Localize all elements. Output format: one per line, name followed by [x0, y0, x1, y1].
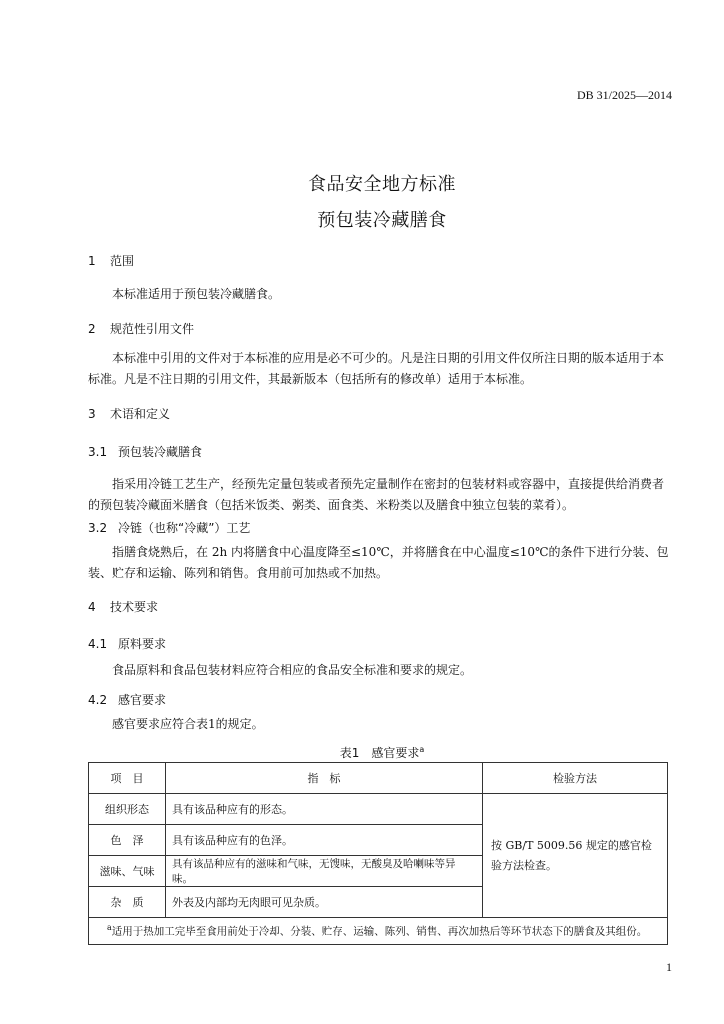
row-indicator: 具有该品种应有的形态。	[166, 794, 483, 825]
paragraph-text: 本标准适用于预包装冷藏膳食。	[112, 287, 281, 301]
section-heading-2	[88, 320, 194, 337]
section-number: 4	[88, 600, 96, 614]
section-heading-3-1	[88, 443, 202, 460]
section-3-2-paragraph	[88, 542, 674, 584]
section-number: 3	[88, 407, 96, 421]
section-title: 范围	[110, 254, 135, 268]
page-number: 1	[666, 960, 672, 974]
document-title: 食品安全地方标准	[308, 174, 456, 195]
section-4-2-paragraph	[88, 714, 674, 735]
section-title: 技术要求	[110, 600, 159, 614]
row-item: 组织形态	[89, 794, 166, 825]
section-title: 规范性引用文件	[110, 322, 195, 336]
row-item: 色 泽	[89, 825, 166, 856]
row-indicator: 外表及内部均无肉眼可见杂质。	[166, 887, 483, 918]
row-item: 滋味、气味	[89, 856, 166, 887]
header-indicator: 指 标	[166, 763, 483, 794]
section-number: 2	[88, 322, 96, 336]
method-cell: 按 GB/T 5009.56 规定的感官检验方法检查。	[483, 794, 668, 918]
table-row	[89, 794, 668, 825]
section-2-paragraph	[88, 348, 674, 390]
section-title: 冷链（也称“冷藏”）工艺	[118, 521, 251, 535]
section-4-1-paragraph	[88, 660, 674, 681]
row-indicator: 具有该品种应有的色泽。	[166, 825, 483, 856]
header-item: 项 目	[89, 763, 166, 794]
footnote-text: 适用于热加工完毕至食用前处于冷却、分装、贮存、运输、陈列、销售、再次加热后等环节状态下的膳食及其组份。	[111, 925, 648, 938]
table-caption	[0, 744, 724, 761]
standard-code: DB 31/2025—2014	[576, 88, 672, 102]
paragraph-text: 指膳食烧熟后，在 2h 内将膳食中心温度降至≤10℃，并将膳食在中心温度≤10℃的条件下进行分装、包装、贮存和运输、陈列和销售。食用前可加热或不加热。	[88, 545, 669, 580]
section-title: 原料要求	[118, 637, 167, 651]
row-indicator: 具有该品种应有的滋味和气味，无馊味，无酸臭及哈喇味等异味。	[166, 856, 483, 887]
section-number: 3.1	[88, 445, 108, 459]
sensory-requirements-table	[88, 762, 668, 945]
section-title: 术语和定义	[110, 407, 171, 421]
paragraph-text: 本标准中引用的文件对于本标准的应用是必不可少的。凡是注日期的引用文件仅所注日期的版本适用于本标准。凡是不注日期的引用文件，其最新版本（包括所有的修改单）适用于本标准。	[88, 351, 665, 386]
paragraph-text: 感官要求应符合表1的规定。	[112, 717, 264, 731]
section-heading-3-2	[88, 519, 250, 536]
table-caption-text: 表1 感官要求	[339, 746, 420, 760]
section-number: 3.2	[88, 521, 108, 535]
section-3-1-paragraph	[88, 474, 674, 516]
section-heading-1	[88, 252, 134, 269]
section-heading-3	[88, 405, 170, 422]
table-caption-footnote-mark: a	[419, 745, 425, 754]
paragraph-text: 食品原料和食品包装材料应符合相应的食品安全标准和要求的规定。	[112, 663, 473, 677]
section-number: 4.2	[88, 693, 108, 707]
section-title: 预包装冷藏膳食	[118, 445, 203, 459]
table-note-row	[89, 918, 668, 945]
section-heading-4	[88, 598, 158, 615]
footnote-mark: a	[107, 923, 112, 933]
section-heading-4-2	[88, 691, 166, 708]
paragraph-text: 指采用冷链工艺生产，经预先定量包装或者预先定量制作在密封的包装材料或容器中，直接提供给消费者的预包装冷藏面米膳食（包括米饭类、粥类、面食类、米粉类以及膳食中独立包装的菜肴）。	[88, 477, 665, 512]
row-item: 杂 质	[89, 887, 166, 918]
document-subtitle: 预包装冷藏膳食	[317, 210, 447, 231]
header-method: 检验方法	[483, 763, 668, 794]
table-footnote	[89, 918, 668, 945]
section-title: 感官要求	[118, 693, 167, 707]
section-heading-4-1	[88, 635, 166, 652]
table-header-row	[89, 763, 668, 794]
section-1-paragraph	[88, 284, 674, 305]
section-number: 1	[88, 254, 96, 268]
section-number: 4.1	[88, 637, 108, 651]
